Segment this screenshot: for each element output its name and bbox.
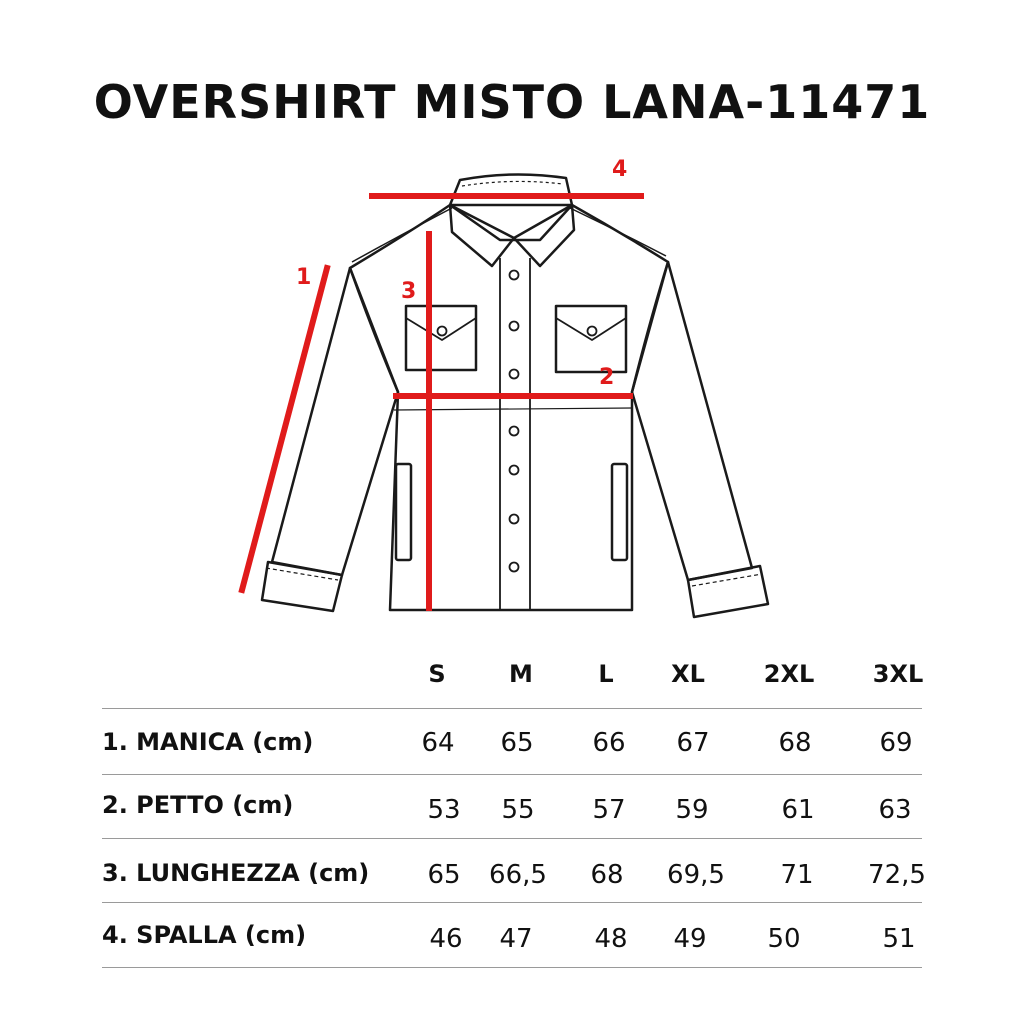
button-icon bbox=[510, 271, 519, 280]
table-cell: 65 bbox=[500, 728, 534, 758]
size-header-s: S bbox=[428, 660, 446, 688]
table-cell: 48 bbox=[594, 924, 628, 954]
size-header-m: M bbox=[509, 660, 533, 688]
table-cell: 65 bbox=[427, 860, 461, 890]
table-cell: 49 bbox=[673, 924, 707, 954]
button-icon bbox=[510, 466, 519, 475]
table-cell: 67 bbox=[676, 728, 710, 758]
table-cell: 71 bbox=[780, 860, 814, 890]
table-cell: 50 bbox=[767, 924, 801, 954]
table-cell: 68 bbox=[778, 728, 812, 758]
collar-left-point bbox=[450, 205, 514, 266]
size-header-3xl: 3XL bbox=[872, 660, 924, 688]
shirt-buttons bbox=[438, 271, 597, 572]
table-cell: 55 bbox=[501, 795, 535, 825]
pocket-button-icon bbox=[438, 327, 447, 336]
table-cell: 64 bbox=[421, 728, 455, 758]
collar-back bbox=[450, 174, 572, 205]
size-header-xl: XL bbox=[671, 660, 705, 688]
table-cell: 46 bbox=[429, 924, 463, 954]
table-cell: 51 bbox=[882, 924, 916, 954]
right-welt-pocket bbox=[612, 464, 627, 560]
table-cell: 66 bbox=[592, 728, 626, 758]
table-divider bbox=[102, 967, 922, 968]
button-icon bbox=[510, 427, 519, 436]
button-icon bbox=[510, 563, 519, 572]
button-icon bbox=[510, 370, 519, 379]
table-cell: 68 bbox=[590, 860, 624, 890]
sleeve-measure-line bbox=[242, 268, 327, 590]
shoulder-marker: 4 bbox=[612, 157, 628, 182]
table-divider bbox=[102, 902, 922, 903]
table-cell: 57 bbox=[592, 795, 626, 825]
pocket-button-icon bbox=[588, 327, 597, 336]
button-icon bbox=[510, 322, 519, 331]
left-chest-pocket bbox=[406, 306, 476, 370]
table-cell: 72,5 bbox=[868, 860, 926, 890]
table-divider bbox=[102, 774, 922, 775]
table-cell: 66,5 bbox=[489, 860, 547, 890]
chest-marker: 2 bbox=[599, 365, 615, 390]
left-welt-pocket bbox=[396, 464, 411, 560]
table-cell: 69 bbox=[879, 728, 913, 758]
page-title: OVERSHIRT MISTO LANA-11471 bbox=[93, 75, 931, 129]
button-icon bbox=[510, 515, 519, 524]
right-sleeve bbox=[632, 262, 752, 580]
row-label-petto: 2. PETTO (cm) bbox=[102, 791, 294, 819]
table-cell: 63 bbox=[878, 795, 912, 825]
size-header-l: L bbox=[598, 660, 614, 688]
row-label-manica: 1. MANICA (cm) bbox=[102, 728, 314, 756]
table-cell: 61 bbox=[781, 795, 815, 825]
table-cell: 53 bbox=[427, 795, 461, 825]
table-divider bbox=[102, 708, 922, 709]
row-label-spalla: 4. SPALLA (cm) bbox=[102, 921, 307, 949]
table-divider bbox=[102, 838, 922, 839]
table-cell: 47 bbox=[499, 924, 533, 954]
left-sleeve bbox=[272, 268, 398, 575]
size-header-2xl: 2XL bbox=[763, 660, 815, 688]
length-marker: 3 bbox=[401, 279, 417, 304]
row-label-lunghezza: 3. LUNGHEZZA (cm) bbox=[102, 859, 370, 887]
measurement-lines bbox=[242, 196, 641, 608]
table-cell: 59 bbox=[675, 795, 709, 825]
sleeve-marker: 1 bbox=[296, 265, 312, 290]
table-cell: 69,5 bbox=[667, 860, 725, 890]
